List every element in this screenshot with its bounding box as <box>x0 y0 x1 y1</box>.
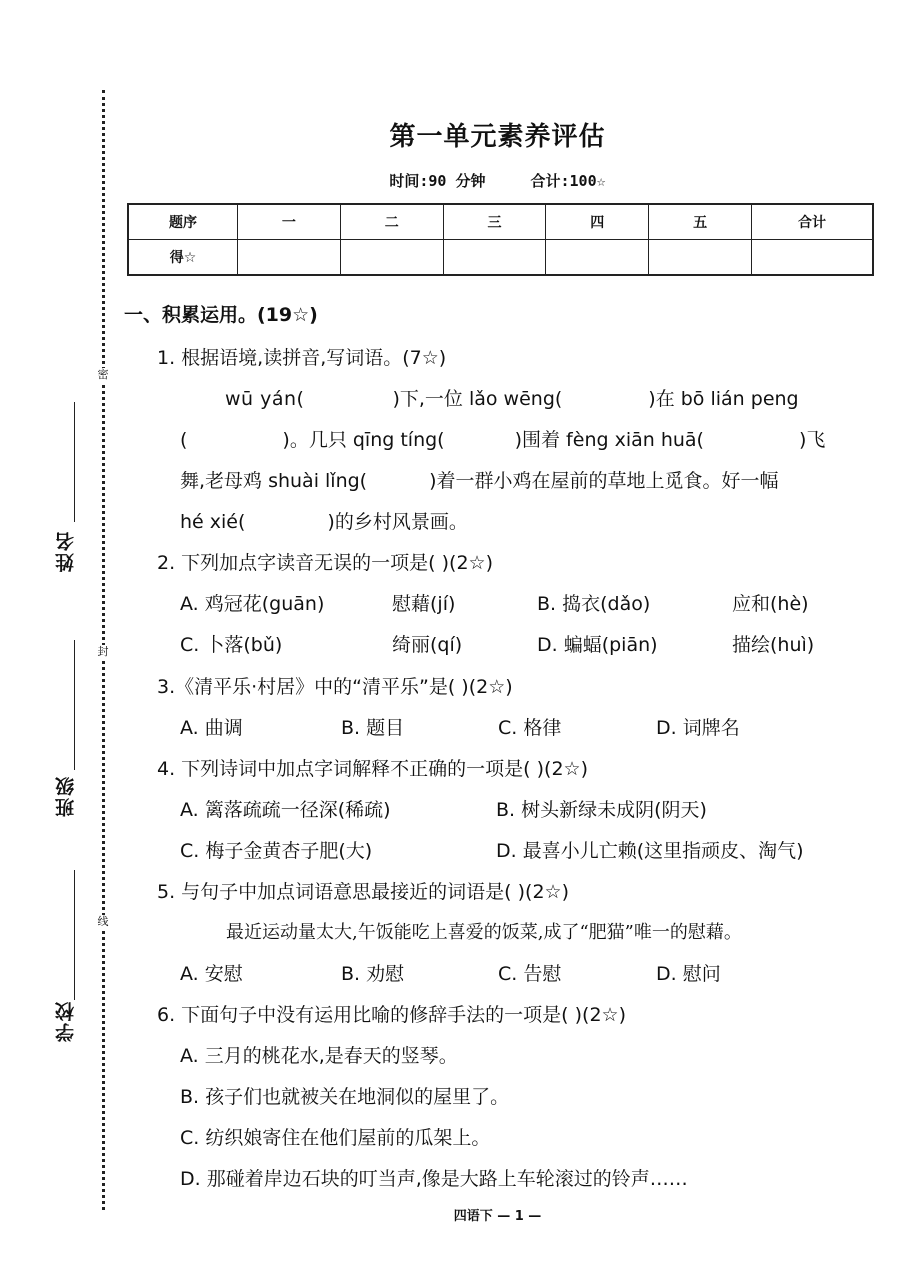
class-label: 班级 <box>55 775 77 817</box>
exam-time: 时间:90 分钟 <box>389 172 486 190</box>
score-header-cell: 题序 <box>128 204 238 240</box>
q4-option-a[interactable]: A. 篱落疏疏一径深(稀疏) <box>180 799 391 821</box>
question-4-stem: 4. 下列诗词中加点字词解释不正确的一项是( )(2☆) <box>157 758 588 780</box>
q2-option-c-1[interactable]: C. 卜落(bǔ) <box>180 634 283 656</box>
q4-option-d[interactable]: D. 最喜小儿亡赖(这里指顽皮、淘气) <box>496 840 804 862</box>
score-input-cell[interactable] <box>238 240 341 276</box>
exam-total: 合计:100☆ <box>530 172 606 190</box>
score-table <box>127 203 874 276</box>
exam-meta <box>0 170 905 191</box>
score-input-cell[interactable] <box>340 240 443 276</box>
q5-option-c[interactable]: C. 告慰 <box>498 963 562 985</box>
score-table-score-row <box>128 240 873 276</box>
q5-option-b[interactable]: B. 劝慰 <box>341 963 405 985</box>
q1-line-4: hé xié( )的乡村风景画。 <box>180 511 468 533</box>
q6-option-a[interactable]: A. 三月的桃花水,是春天的竖琴。 <box>180 1045 458 1067</box>
q4-option-b[interactable]: B. 树头新绿未成阴(阴天) <box>496 799 707 821</box>
q6-option-d[interactable]: D. 那碰着岸边石块的叮当声,像是大路上车轮滚过的铃声…… <box>180 1168 688 1190</box>
question-3-stem: 3.《清平乐·村居》中的“清平乐”是( )(2☆) <box>157 676 513 698</box>
score-header-cell: 五 <box>649 204 752 240</box>
score-input-cell[interactable] <box>443 240 546 276</box>
q5-option-d[interactable]: D. 慰问 <box>656 963 721 985</box>
q2-option-a-2[interactable]: 慰藉(jí) <box>392 593 456 615</box>
q2-option-a-1[interactable]: A. 鸡冠花(guān) <box>180 593 325 615</box>
score-input-cell[interactable] <box>649 240 752 276</box>
q3-option-d[interactable]: D. 词牌名 <box>656 717 740 739</box>
page-footer: 四语下 — 1 — <box>453 1209 542 1224</box>
q2-option-c-2[interactable]: 绮丽(qí) <box>392 634 463 656</box>
score-table-header-row <box>128 204 873 240</box>
question-6-stem: 6. 下面句子中没有运用比喻的修辞手法的一项是( )(2☆) <box>157 1004 626 1026</box>
page-title: 第一单元素养评估 <box>389 122 606 152</box>
q1-line-2: ( )。几只 qīng tíng( )围着 fèng xiān huā( )飞 <box>180 429 826 451</box>
q6-option-b[interactable]: B. 孩子们也就被关在地洞似的屋里了。 <box>180 1086 510 1108</box>
q1-line-1: wū yán( )下,一位 lǎo wēng( )在 bō lián peng <box>225 388 799 410</box>
q1-line-3: 舞,老母鸡 shuài lǐng( )着一群小鸡在屋前的草地上觅食。好一幅 <box>180 470 779 492</box>
q2-option-d-2[interactable]: 描绘(huì) <box>732 634 815 656</box>
question-2-stem: 2. 下列加点字读音无误的一项是( )(2☆) <box>157 552 493 574</box>
school-write-line[interactable] <box>74 870 75 1000</box>
binding-mark-line: 线 <box>95 915 111 929</box>
q3-option-c[interactable]: C. 格律 <box>498 717 562 739</box>
q4-option-c[interactable]: C. 梅子金黄杏子肥(大) <box>180 840 373 862</box>
score-header-cell: 三 <box>443 204 546 240</box>
q3-option-a[interactable]: A. 曲调 <box>180 717 243 739</box>
class-write-line[interactable] <box>74 640 75 770</box>
binding-mark-envelope: 封 <box>95 645 111 659</box>
name-write-line[interactable] <box>74 402 75 522</box>
question-1-stem: 1. 根据语境,读拼音,写词语。(7☆) <box>157 347 447 369</box>
q5-option-a[interactable]: A. 安慰 <box>180 963 243 985</box>
q2-option-b-1[interactable]: B. 捣衣(dǎo) <box>537 593 651 615</box>
score-row-label: 得☆ <box>128 240 238 276</box>
score-header-cell: 四 <box>546 204 649 240</box>
binding-mark-seal: 密 <box>95 368 111 382</box>
q2-option-b-2[interactable]: 应和(hè) <box>732 593 809 615</box>
school-label: 学校 <box>55 1000 77 1042</box>
question-5-stem: 5. 与句子中加点词语意思最接近的词语是( )(2☆) <box>157 881 569 903</box>
q3-option-b[interactable]: B. 题目 <box>341 717 405 739</box>
score-header-cell: 合计 <box>752 204 874 240</box>
score-header-cell: 二 <box>340 204 443 240</box>
q2-option-d-1[interactable]: D. 蝙蝠(piān) <box>537 634 658 656</box>
score-input-cell[interactable] <box>752 240 874 276</box>
q6-option-c[interactable]: C. 纺织娘寄住在他们屋前的瓜架上。 <box>180 1127 491 1149</box>
score-header-cell: 一 <box>238 204 341 240</box>
score-input-cell[interactable] <box>546 240 649 276</box>
q5-sentence: 最近运动量太大,午饭能吃上喜爱的饭菜,成了“肥猫”唯一的慰藉。 <box>226 922 742 943</box>
name-label: 姓名 <box>55 530 77 572</box>
section-heading: 一、积累运用。(19☆) <box>124 304 318 326</box>
